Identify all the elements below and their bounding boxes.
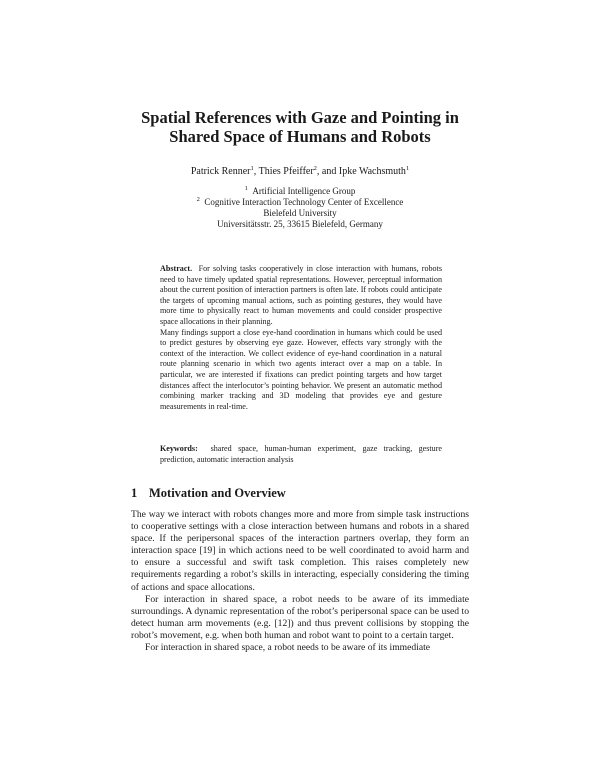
abstract-paragraph <box>160 264 442 328</box>
abstract-label: Abstract. <box>160 264 193 273</box>
section-body <box>131 509 469 654</box>
affiliation-text: Artificial Intelligence Group <box>252 186 356 196</box>
section-number: 1 <box>131 486 138 500</box>
author-separator: , <box>253 166 259 177</box>
keywords <box>160 444 442 465</box>
affiliation-mark: 1 <box>244 185 248 192</box>
section-title: Motivation and Overview <box>149 486 286 500</box>
paper-title <box>0 108 600 146</box>
title-line-1: Spatial References with Gaze and Pointing in <box>141 108 459 127</box>
affiliation-text: Cognitive Interaction Technology Center of Excellence <box>204 197 404 207</box>
abstract-text: For solving tasks cooperatively in close interaction with humans, robots need to have timely updated spatial representations. However, perceptual information about the current position of interaction partners is often late. If robots could anticipate the targets of upcoming manual actions, such as pointing gestures, they would have more time to physically react to human movements and could consider prospective space allocations in their planning. <box>160 264 443 326</box>
body-paragraph: The way we interact with robots changes more and more from simple task instructions to cooperative settings with a close interaction between humans and robots in a shared space. If the peripersonal spaces of the interaction partners overlap, they form an interaction space [19] in which actions need to be well coordinated to avoid harm and to ensure a successful and swift task completion. This raises completely new requirements regarding a robot’s skills in interacting, especially considering the timing of actions and space allocations. <box>131 509 469 593</box>
author-name: Patrick Renner <box>190 166 251 177</box>
author-separator: , and <box>316 166 339 177</box>
author-list <box>0 166 600 178</box>
affiliations <box>0 186 600 230</box>
keywords-text: shared space, human-human experiment, gaze tracking, gesture prediction, automatic interaction analysis <box>160 444 442 464</box>
body-paragraph: For interaction in shared space, a robot needs to be aware of its immediate <box>145 642 431 654</box>
affiliation-2 <box>0 197 600 208</box>
keywords-label: Keywords: <box>160 444 198 453</box>
abstract-paragraph: Many findings support a close eye-hand coordination in humans which could be used to predict gestures by observing eye gaze. However, effects vary strongly with the context of the interaction. We collect evidence of eye-hand coordination in a natural route planning scenario in which two agents interact over a map on a table. In particular, we are interested if fixations can predict pointing targets and how target distances affect the interlocutor’s pointing behavior. We present an automatic method combining marker tracking and 3D modeling that provides eye and gesture measurements in real-time. <box>160 327 442 411</box>
author-name: Thies Pfeiffer <box>258 166 314 177</box>
body-paragraph: For interaction in shared space, a robot needs to be aware of its immediate surroundings. A dynamic representation of the robot’s peripersonal space can be used to detect human arm movements (e.g. [12]) and thus prevent collisions by stopping the robot’s movement, e.g. when both human and robot want to point to a certain target. <box>131 593 469 641</box>
affiliation-mark: 1 <box>250 165 254 172</box>
affiliation-mark: 1 <box>405 165 410 172</box>
affiliation-1 <box>0 186 600 197</box>
abstract <box>160 264 442 412</box>
affiliation-mark: 2 <box>196 196 200 203</box>
university: Bielefeld University <box>263 208 337 218</box>
title-line-2: Shared Space of Humans and Robots <box>169 127 431 146</box>
affiliation-mark: 2 <box>313 165 317 172</box>
section-heading <box>131 486 286 501</box>
address: Universitätsstr. 25, 33615 Bielefeld, Germany <box>217 219 383 229</box>
author-name: Ipke Wachsmuth <box>338 166 406 177</box>
